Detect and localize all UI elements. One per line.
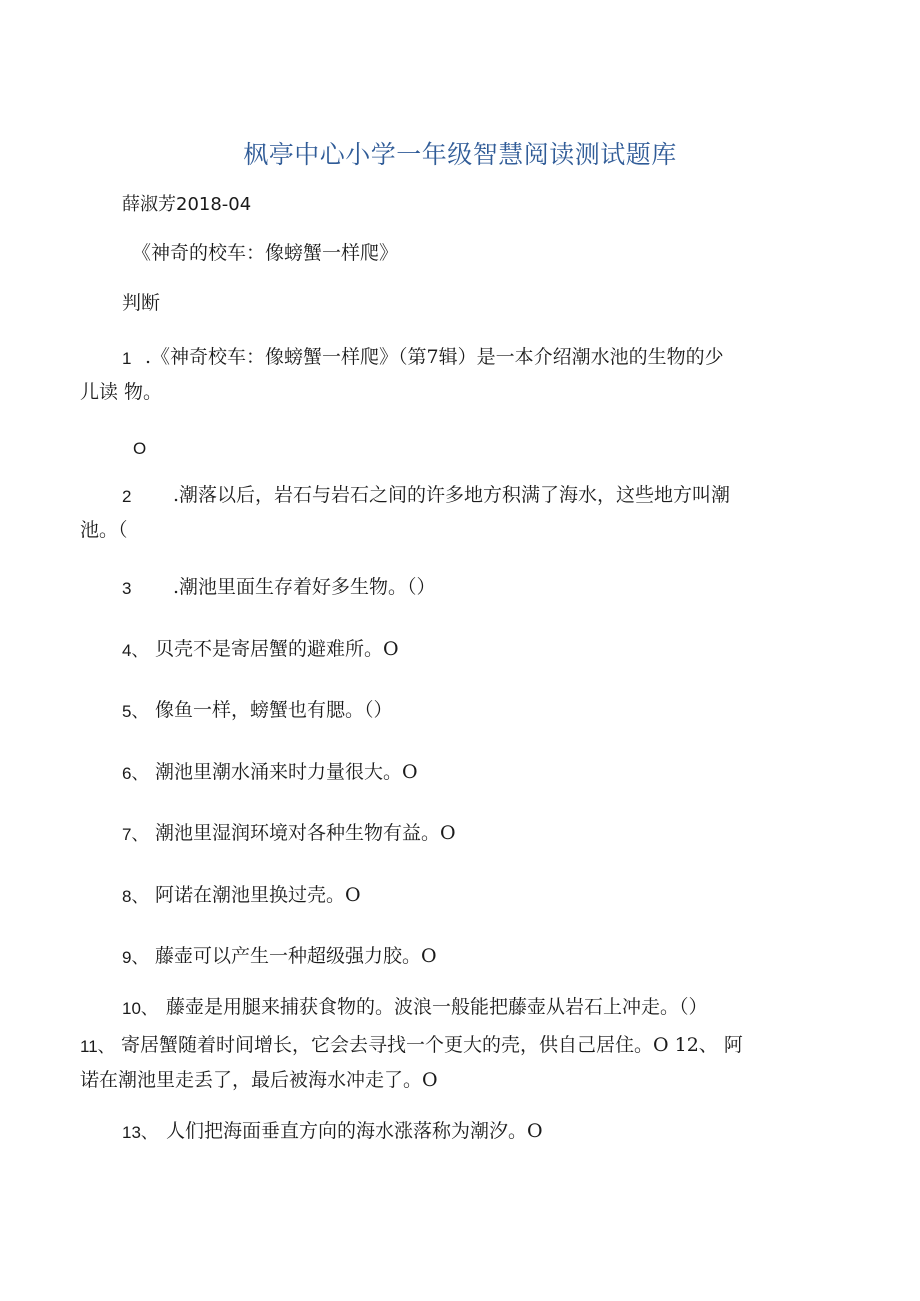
question-12-text: 诺在潮池里走丢了，最后被海水冲走了。O — [80, 1069, 438, 1091]
question-2-text-line2: 池。（ — [80, 519, 128, 541]
question-11-number: 11、 — [80, 1037, 115, 1056]
question-5-number: 5、 — [122, 702, 149, 721]
question-7-text: 潮池里湿润环境对各种生物有益。O — [155, 822, 456, 844]
question-6-text: 潮池里潮水涌来时力量很大。O — [155, 761, 418, 783]
question-13-text: 人们把海面垂直方向的海水涨落称为潮汐。O — [166, 1120, 543, 1142]
question-4-number: 4、 — [122, 641, 149, 660]
question-8-text: 阿诺在潮池里换过壳。O — [155, 884, 361, 906]
question-10-number: 10、 — [122, 999, 158, 1018]
section-heading: 判断 — [122, 292, 161, 314]
author-line: 薛淑芳2018-04 — [122, 194, 252, 215]
question-8-number: 8、 — [122, 887, 149, 906]
question-1-number: 1 — [122, 349, 132, 368]
question-10-text: 藤壶是用腿来捕获食物的。波浪一般能把藤壶从岩石上冲走。（） — [166, 996, 708, 1018]
question-7-number: 7、 — [122, 825, 149, 844]
question-1-text: .《神奇校车：像螃蟹一样爬》（第7辑）是一本介绍潮水池的生物的少 — [145, 346, 724, 368]
book-title: 《神奇的校车：像螃蟹一样爬》 — [132, 242, 399, 264]
question-13-number: 13、 — [122, 1123, 158, 1142]
question-5-text: 像鱼一样，螃蟹也有腮。（） — [155, 699, 393, 721]
question-2-text: .潮落以后，岩石与岩石之间的许多地方积满了海水，这些地方叫潮 — [173, 484, 731, 506]
question-9-number: 9、 — [122, 948, 149, 967]
question-2-number: 2 — [122, 487, 132, 506]
question-4-text: 贝壳不是寄居蟹的避难所。O — [155, 638, 399, 660]
question-11-text: 寄居蟹随着时间增长，它会去寻找一个更大的壳，供自己居住。O 12、 阿 — [121, 1034, 743, 1056]
question-3-text: .潮池里面生存着好多生物。（） — [173, 576, 436, 598]
question-1-answer: O — [133, 439, 147, 458]
question-9-text: 藤壶可以产生一种超级强力胶。O — [155, 945, 437, 967]
page-title: 枫亭中心小学一年级智慧阅读测试题库 — [243, 140, 677, 169]
question-1-text-line2: 儿读 物。 — [80, 381, 163, 403]
question-6-number: 6、 — [122, 764, 149, 783]
question-3-number: 3 — [122, 579, 132, 598]
